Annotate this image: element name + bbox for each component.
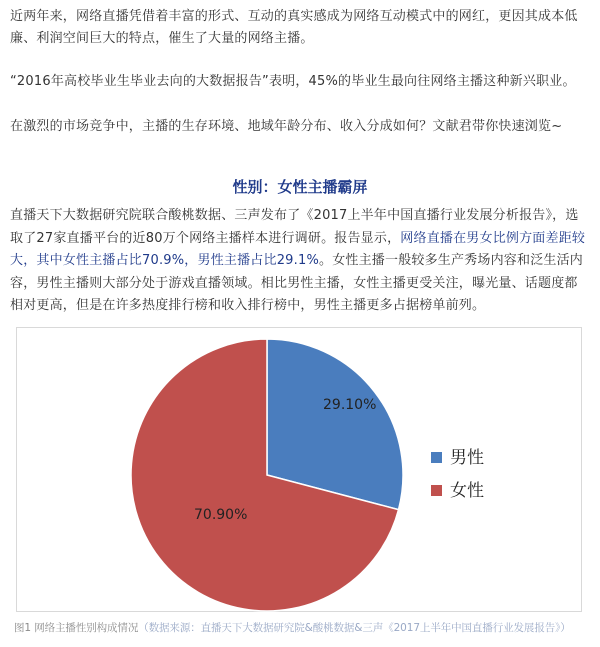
legend-swatch-0 xyxy=(431,452,442,463)
report-paragraph xyxy=(10,205,590,318)
question-paragraph: 在激烈的市场竞争中，主播的生存环境、地域年龄分布、收入分成如何？文献君带你快速浏览~ xyxy=(10,119,563,134)
report-highlight: 网络直播在男女比例方面差距较大，其中女性主播占比70.9%，男性主播占比29.1% xyxy=(10,230,586,268)
caption-source: （数据来源：直播天下大数据研究院&酸桃数据&三声《2017上半年中国直播行业发展报告》） xyxy=(138,622,571,634)
figure-caption xyxy=(14,620,571,635)
legend-label-1: 女性 xyxy=(450,481,484,501)
chart-container xyxy=(16,327,582,612)
pie-data-label-0: 29.10% xyxy=(323,397,377,413)
report-text-part2: 。女性主播一般较多生产秀场内容和泛生活内容，男性主播则大部分处于游戏直播领域。相比男性主播，女性主播更受关注，曝光量、话题度都相对更高，但是在许多热度排行榜和收入排行榜中，男性主播更多占据榜单前列。 xyxy=(10,253,584,313)
section-heading: 性别：女性主播霸屏 xyxy=(232,178,368,196)
pie-chart xyxy=(17,328,583,613)
legend-swatch-1 xyxy=(431,485,442,496)
caption-figure: 图1 网络主播性别构成情况 xyxy=(14,622,139,634)
legend-label-0: 男性 xyxy=(450,448,484,468)
pie-data-label-1: 70.90% xyxy=(194,507,248,523)
intro-paragraph: 近两年来，网络直播凭借着丰富的形式、互动的真实感成为网络互动模式中的网红，更因其成本低廉、利润空间巨大的特点，催生了大量的网络主播。 xyxy=(10,9,578,46)
survey-paragraph: “2016年高校毕业生毕业去向的大数据报告”表明，45%的毕业生最向往网络主播这种新兴职业。 xyxy=(10,74,576,89)
report-text-part1: 直播天下大数据研究院联合酸桃数据、三声发布了《2017上半年中国直播行业发展分析报告》，选取了27家直播平台的近80万个网络主播样本进行调研。报告显示， xyxy=(10,208,579,246)
